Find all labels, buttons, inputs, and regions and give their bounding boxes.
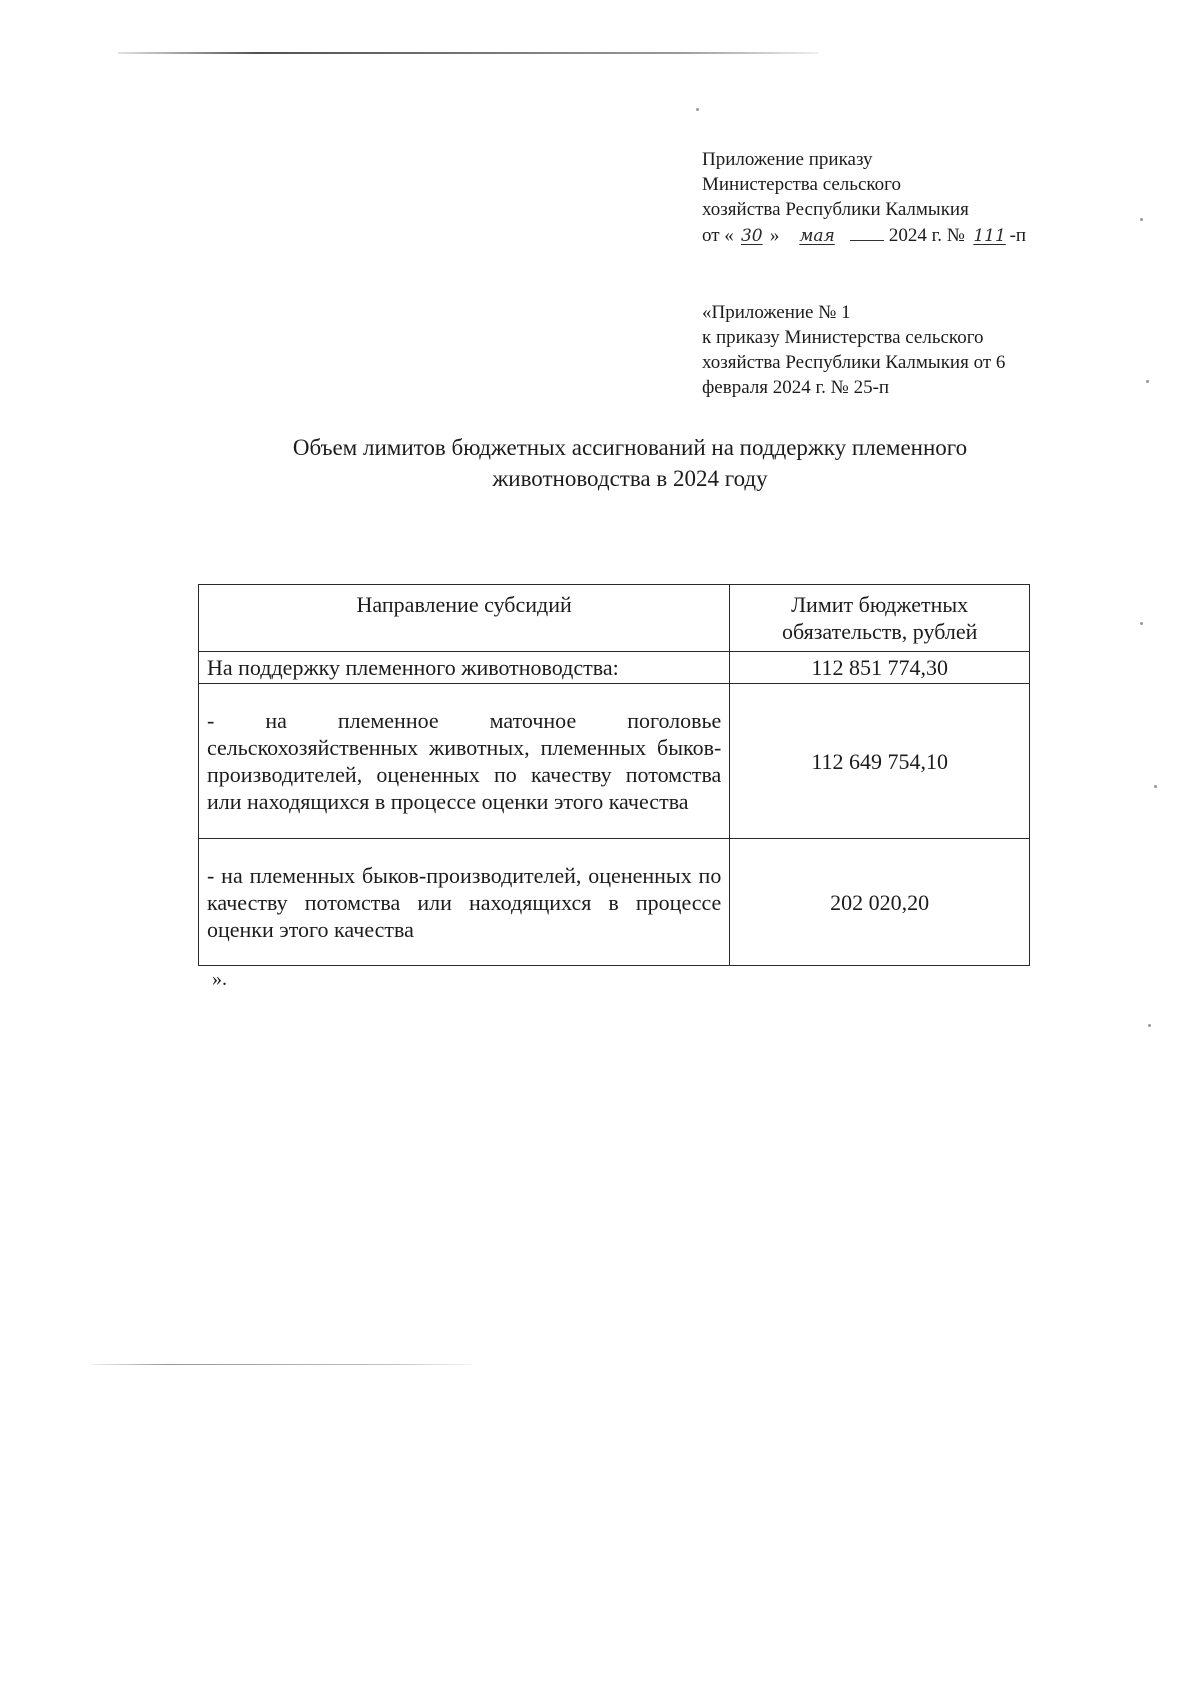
scan-speck [1148,1024,1151,1027]
date-month-handwritten: мая [799,226,835,246]
approval-block [702,147,1062,249]
annex-line: к приказу Министерства сельского [702,327,984,348]
approval-date-line [702,222,1062,249]
date-year: 2024 г. № [888,225,965,246]
row-direction: - на племенных быков-производителей, оцененных по качеству потомства или находящихся в процессе оценки этого качества [199,839,730,966]
annex-reference [702,300,1062,400]
closing-quote: ». [212,968,227,990]
annex-line: хозяйства Республики Калмыкия от 6 [702,352,1006,373]
limits-table [198,584,1030,966]
date-prefix: от « [702,225,734,246]
order-number-handwritten: 111 [973,226,1006,246]
scan-edge-line [118,52,818,54]
scan-speck [1140,218,1143,221]
row-amount: 112 649 754,10 [730,684,1030,839]
document-title [200,432,1060,494]
title-line: Объем лимитов бюджетных ассигнований на поддержку племенного [292,435,968,460]
approval-line: Министерства сельского [702,174,901,195]
row-direction: - на племенное маточное поголовье сельскохозяйственных животных, племенных быков-производителей, оцененных по качеству потомства или находящихся в процессе оценки этого качества [199,684,730,839]
scan-speck [1154,785,1157,788]
row-direction: На поддержку племенного животноводства: [199,652,730,684]
scan-speck [696,108,699,111]
scan-edge-line [92,1364,472,1365]
header-limit-line: Лимит бюджетных [791,592,969,617]
table-row [199,652,1030,684]
table-header-row [199,585,1030,652]
table-row [199,839,1030,966]
order-suffix: -п [1009,225,1027,246]
annex-line: «Приложение № 1 [702,302,851,323]
approval-line: хозяйства Республики Калмыкия [702,199,969,220]
row-amount: 202 020,20 [730,839,1030,966]
table-row [199,684,1030,839]
title-line: животноводства в 2024 году [492,466,768,491]
date-day-handwritten: 30 [740,226,763,246]
approval-line: Приложение приказу [702,149,873,170]
scan-speck [1146,380,1149,383]
scan-speck [1140,622,1143,625]
row-amount: 112 851 774,30 [730,652,1030,684]
header-direction: Направление субсидий [199,585,730,652]
header-limit-line: обязательств, рублей [781,619,978,644]
header-limit [730,585,1030,652]
date-mid: » [769,225,780,246]
date-underline [850,222,884,241]
annex-line: февраля 2024 г. № 25-п [702,377,890,398]
